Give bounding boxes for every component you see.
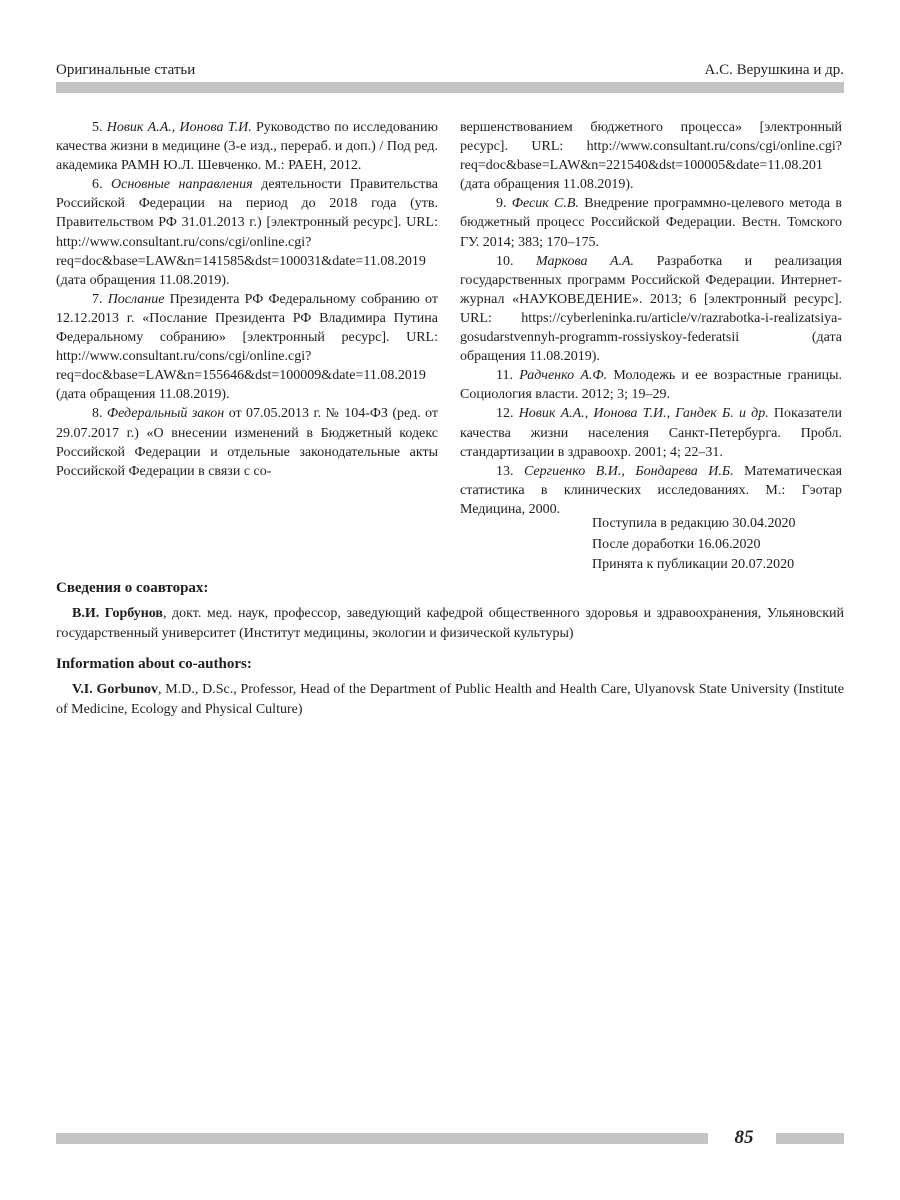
reference-item: 10. Маркова А.А. Разработка и реализация государственных программ Российской Федерации. Интернет-журнал «НАУКОВЕДЕНИЕ». 2013; 6 [электронный ресурс]. URL: https://cyberleninka.ru/article/v/razrabotka-i-realizatsiya-gosudarstvennyh-programm-rossiyskoy-federatsii (дата обращения 11.08.2019). [460,253,843,365]
reference-item: 6. Основные направления деятельности Правительства Российской Федерации на период до 2018 года (утв. Правительством РФ 31.01.2013 г.) [электронный ресурс]. URL: http://www.consultant.ru/cons/cgi/online.cgi?req=doc&base=LAW&n=141585&dst=100031&date=11.08.2019 (дата обращения 11.08.2019). [56,177,439,288]
date-revised: После доработки 16.06.2020 [592,536,761,552]
coauthor-name: V.I. Gorbunov [72,682,158,697]
footer-rule-right [776,1133,844,1144]
coauthors-en-body [56,680,844,719]
reference-item: 9. Фесик С.В. Внедрение программно-целевого метода в бюджетный процесс Российской Федерации. Вестн. Томского ГУ. 2014; 383; 170–175. [460,196,842,250]
header-rule [56,82,844,93]
date-received: Поступила в редакцию 30.04.2020 [592,516,796,531]
reference-item: 13. Сергиенко В.И., Бондарева И.Б. Математическая статистика в клинических исследованиях. М.: Гэотар Медицина, 2000. [460,463,843,517]
coauthor-name: В.И. Горбунов [72,606,163,621]
reference-item: 12. Новик А.А., Ионова Т.И., Гандек Б. и др. Показатели качества жизни населения Санкт-Петербурга. Пробл. стандартизации в здравоохр. 2001; 4; 22–31. [460,406,843,460]
page-number: 85 [734,1127,754,1148]
section-name: Оригинальные статьи [56,62,196,78]
running-header [56,61,844,79]
coauthors-ru-body [56,604,844,643]
date-accepted: Принята к публикации 20.07.2020 [592,557,795,572]
coauthors-en-title: Information about co-authors: [56,656,252,672]
submission-dates [592,514,796,576]
reference-item: 11. Радченко А.Ф. Молодежь и ее возрастные границы. Социология власти. 2012; 3; 19–29. [460,368,843,403]
reference-item: 8. Федеральный закон от 07.05.2013 г. № 104-ФЗ (ред. от 29.07.2017 г.) «О внесении изменений в Бюджетный кодекс Российской Федерации и отдельные законодательные акты Российской Федерации в связи с со- [56,406,439,479]
article-authors: А.С. Верушкина и др. [704,62,844,78]
references-left-column [56,118,438,481]
footer-rule-left [56,1133,708,1144]
reference-continuation: вершенствованием бюджетного процесса» [электронный ресурс]. URL: http://www.consultant.ru/cons/cgi/online.cgi?req=doc&base=LAW&n=221540&dst=100005&date=11.08.201 (дата обращения 11.08.2019). [460,120,842,193]
coauthor-details: , M.D., D.Sc., Professor, Head of the Department of Public Health and Health Care, Ulyanovsk State University (Institute of Medicine, Ecology and Physical Culture) [56,682,845,717]
references-right-column [460,118,842,519]
coauthors-ru-title: Сведения о соавторах: [56,580,209,596]
reference-item: 5. Новик А.А., Ионова Т.И. Руководство по исследованию качества жизни в медицине (3-е изд., перераб. и доп.) / Под ред. академика РАМН Ю.Л. Шевченко. М.: РАЕН, 2012. [56,120,439,174]
reference-item: 7. Послание Президента РФ Федеральному собранию от 12.12.2013 г. «Послание Президента РФ Владимира Путина Федеральному собранию» [электронный ресурс]. URL: http://www.consultant.ru/cons/cgi/online.cgi?req=doc&base=LAW&n=155646&dst=100009&date=11.08.2019 (дата обращения 11.08.2019). [56,291,438,403]
coauthor-details: , докт. мед. наук, профессор, заведующий кафедрой общественного здоровья и здравоохранения, Ульяновский государственный университет (Институт медицины, экологии и физической культуры) [56,606,844,641]
